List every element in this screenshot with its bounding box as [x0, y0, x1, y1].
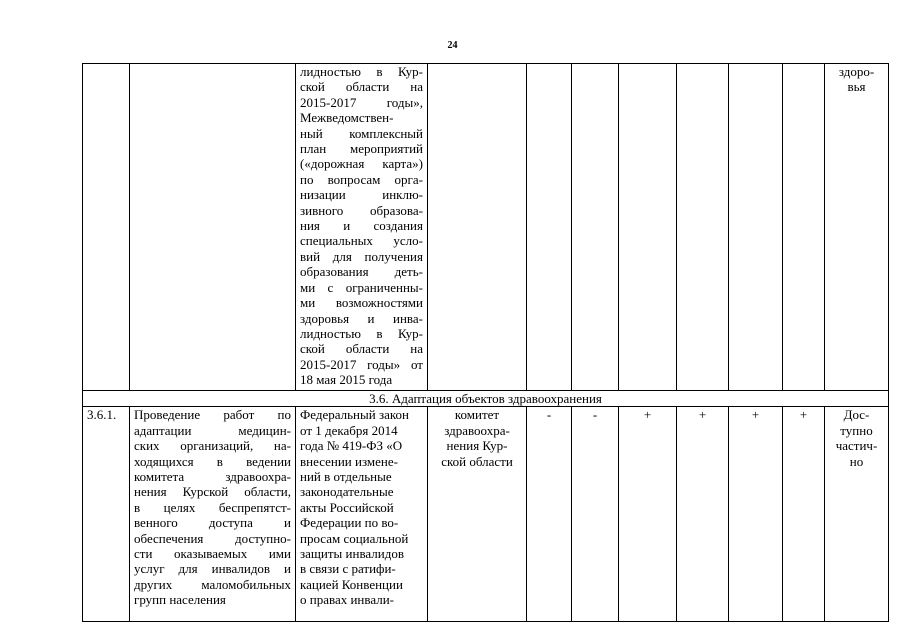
- result-line: тупно: [840, 422, 873, 438]
- year-mark-1: -: [527, 407, 572, 622]
- document-line: кацией Конвенции: [300, 576, 403, 592]
- document-text: [300, 407, 423, 607]
- cell-document: [296, 64, 428, 391]
- document-line: просам социальной: [300, 530, 409, 546]
- document-line: специальных усло-: [300, 233, 423, 249]
- document-line: ный комплексный: [300, 125, 423, 141]
- executor-line: комитет: [454, 407, 500, 423]
- measure-line: в целях беспрепятст-: [134, 499, 291, 515]
- document-line: ми с ограниченны-: [300, 279, 423, 295]
- document-line: 2015-2017 годы»,: [300, 94, 423, 110]
- result-line: но: [849, 453, 864, 469]
- document-line: здоровья и инва-: [300, 310, 423, 326]
- year-mark-5: +: [729, 407, 783, 622]
- cell-year-5: [729, 64, 783, 391]
- item-executor: [428, 407, 527, 622]
- document-line: внесении измене-: [300, 453, 398, 469]
- executor-text: [432, 407, 522, 469]
- section-heading: 3.6. Адаптация объектов здравоохранения: [83, 391, 889, 407]
- document-line: Федерации по во-: [300, 515, 399, 531]
- measure-line: нения Курской области,: [134, 484, 291, 500]
- document-line: защиты инвалидов: [300, 546, 404, 562]
- item-document: [296, 407, 428, 622]
- measure-line: услуг для инвалидов и: [134, 561, 291, 577]
- measure-line: венного доступа и: [134, 515, 291, 531]
- document-line: лидностью в Кур-: [300, 64, 423, 79]
- document-line: от 1 декабря 2014: [300, 422, 398, 438]
- measure-line: адаптации медицин-: [134, 422, 291, 438]
- document-line: ской области на: [300, 341, 423, 357]
- measure-line: ских организаций, на-: [134, 438, 291, 454]
- document-line: низации инклю-: [300, 187, 423, 203]
- document-line: 18 мая 2015 года: [300, 372, 393, 388]
- cell-year-6: [783, 64, 825, 391]
- item-row: [83, 407, 889, 622]
- result-text: [829, 64, 884, 95]
- document-line: Федеральный закон: [300, 407, 409, 423]
- section-row: [83, 391, 889, 407]
- document-line: о правах инвали-: [300, 592, 395, 608]
- year-mark-6: +: [783, 407, 825, 622]
- cell-executor: [428, 64, 527, 391]
- document-line: по вопросам орга-: [300, 171, 423, 187]
- measure-line: комитета здравоохра-: [134, 469, 291, 485]
- document-line: года № 419-ФЗ «О: [300, 438, 403, 454]
- measure-text: [134, 407, 291, 607]
- document-text: [300, 64, 423, 388]
- document-line: ской области на: [300, 79, 423, 95]
- document-line: ний в отдельные: [300, 469, 392, 485]
- measure-line: обеспечения доступно-: [134, 530, 291, 546]
- result-line: здоро-: [838, 64, 875, 79]
- measure-line: других маломобильных: [134, 576, 291, 592]
- cell-year-4: [677, 64, 729, 391]
- document-line: законодательные: [300, 484, 394, 500]
- measure-line: сти оказываемых ими: [134, 546, 291, 562]
- year-mark-4: +: [677, 407, 729, 622]
- cell-result: [825, 64, 889, 391]
- cell-year-2: [572, 64, 619, 391]
- document-line: 2015-2017 годы» от: [300, 356, 423, 372]
- document-line: в связи с ратифи-: [300, 561, 396, 577]
- measure-line: групп населения: [134, 592, 226, 608]
- cell-year-1: [527, 64, 572, 391]
- document-line: Межведомствен-: [300, 110, 394, 126]
- document-line: зивного образова-: [300, 202, 423, 218]
- document-line: ми возможностями: [300, 295, 423, 311]
- measure-line: ходящихся в ведении: [134, 453, 291, 469]
- result-line: вья: [847, 79, 866, 95]
- plan-table: [82, 63, 889, 622]
- continuation-row: [83, 64, 889, 391]
- cell-number: [83, 64, 130, 391]
- document-line: ния и создания: [300, 218, 423, 234]
- document-line: образования деть-: [300, 264, 423, 280]
- year-mark-2: -: [572, 407, 619, 622]
- item-result: [825, 407, 889, 622]
- year-mark-3: +: [619, 407, 677, 622]
- result-text: [829, 407, 884, 469]
- measure-line: Проведение работ по: [134, 407, 291, 423]
- result-line: частич-: [835, 438, 878, 454]
- document-line: план мероприятий: [300, 141, 423, 157]
- document-line: лидностью в Кур-: [300, 325, 423, 341]
- cell-year-3: [619, 64, 677, 391]
- document-line: вий для получения: [300, 248, 423, 264]
- document-line: («дорожная карта»): [300, 156, 423, 172]
- document-line: акты Российской: [300, 499, 394, 515]
- item-number: 3.6.1.: [83, 407, 130, 622]
- cell-measure: [130, 64, 296, 391]
- result-line: Дос-: [843, 407, 870, 423]
- executor-line: ской области: [441, 453, 513, 469]
- page-number: 24: [447, 40, 458, 51]
- executor-line: здравоохра-: [444, 422, 510, 438]
- item-measure: [130, 407, 296, 622]
- executor-line: нения Кур-: [446, 438, 508, 454]
